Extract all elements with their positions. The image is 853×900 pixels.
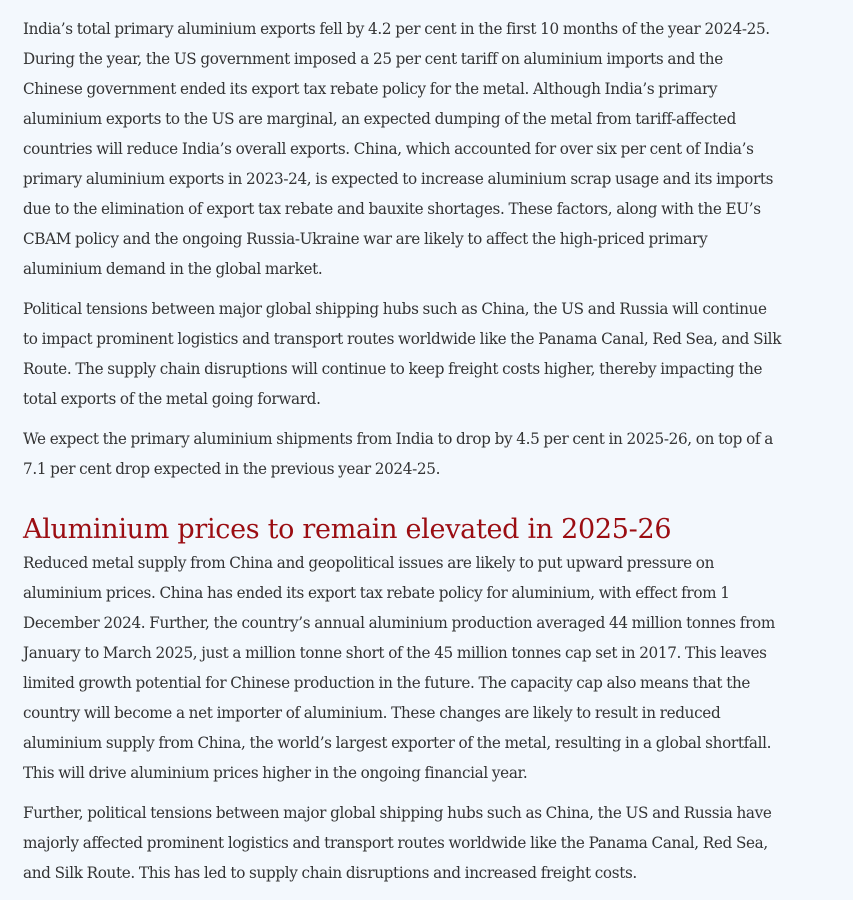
text-line: majorly affected prominent logistics and transport routes worldwide like the Panama Canal, Red Sea,: [23, 834, 768, 852]
text-line: During the year, the US government imposed a 25 per cent tariff on aluminium imports and the: [23, 50, 723, 68]
paragraph-exports-overview: [23, 14, 843, 284]
text-line: Further, political tensions between major global shipping hubs such as China, the US and Russia have: [23, 804, 772, 822]
text-line: aluminium supply from China, the world’s largest exporter of the metal, resulting in a global shortfall.: [23, 734, 772, 752]
text-line: Political tensions between major global shipping hubs such as China, the US and Russia will continue: [23, 300, 767, 318]
text-line: due to the elimination of export tax rebate and bauxite shortages. These factors, along with the EU’s: [23, 200, 761, 218]
text-line: aluminium prices. China has ended its export tax rebate policy for aluminium, with effect from 1: [23, 584, 730, 602]
text-line: 7.1 per cent drop expected in the previous year 2024-25.: [23, 460, 441, 478]
paragraph-forecast: [23, 424, 843, 484]
text-line: countries will reduce India’s overall exports. China, which accounted for over six per cent of India’s: [23, 140, 754, 158]
text-line: primary aluminium exports in 2023-24, is expected to increase aluminium scrap usage and its imports: [23, 170, 774, 188]
text-line: total exports of the metal going forward.: [23, 390, 321, 408]
text-line: country will become a net importer of aluminium. These changes are likely to result in reduced: [23, 704, 721, 722]
article-content: [23, 14, 843, 898]
paragraph-freight-costs: [23, 798, 843, 888]
text-line: January to March 2025, just a million tonne short of the 45 million tonnes cap set in 2017. This leaves: [23, 644, 767, 662]
text-line: aluminium exports to the US are marginal, an expected dumping of the metal from tariff-affected: [23, 110, 736, 128]
text-line: Reduced metal supply from China and geopolitical issues are likely to put upward pressure on: [23, 554, 715, 572]
text-line: Chinese government ended its export tax rebate policy for the metal. Although India’s primary: [23, 80, 718, 98]
text-line: and Silk Route. This has led to supply chain disruptions and increased freight costs.: [23, 864, 637, 882]
section-exports: [23, 14, 843, 484]
section-heading: Aluminium prices to remain elevated in 2025-26: [23, 514, 672, 545]
text-line: We expect the primary aluminium shipments from India to drop by 4.5 per cent in 2025-26, on top of a: [23, 430, 773, 448]
text-line: to impact prominent logistics and transport routes worldwide like the Panama Canal, Red Sea, and Silk: [23, 330, 782, 348]
text-line: CBAM policy and the ongoing Russia-Ukraine war are likely to affect the high-priced primary: [23, 230, 708, 248]
paragraph-political-tensions: [23, 294, 843, 414]
text-line: aluminium demand in the global market.: [23, 260, 323, 278]
text-line: December 2024. Further, the country’s annual aluminium production averaged 44 million tonnes from: [23, 614, 775, 632]
text-line: limited growth potential for Chinese production in the future. The capacity cap also means that the: [23, 674, 751, 692]
text-line: India’s total primary aluminium exports fell by 4.2 per cent in the first 10 months of the year 2024-25.: [23, 20, 770, 38]
paragraph-price-drivers: [23, 548, 843, 788]
text-line: Route. The supply chain disruptions will continue to keep freight costs higher, thereby impacting the: [23, 360, 763, 378]
text-line: This will drive aluminium prices higher in the ongoing financial year.: [23, 764, 528, 782]
section-prices: [23, 512, 843, 888]
